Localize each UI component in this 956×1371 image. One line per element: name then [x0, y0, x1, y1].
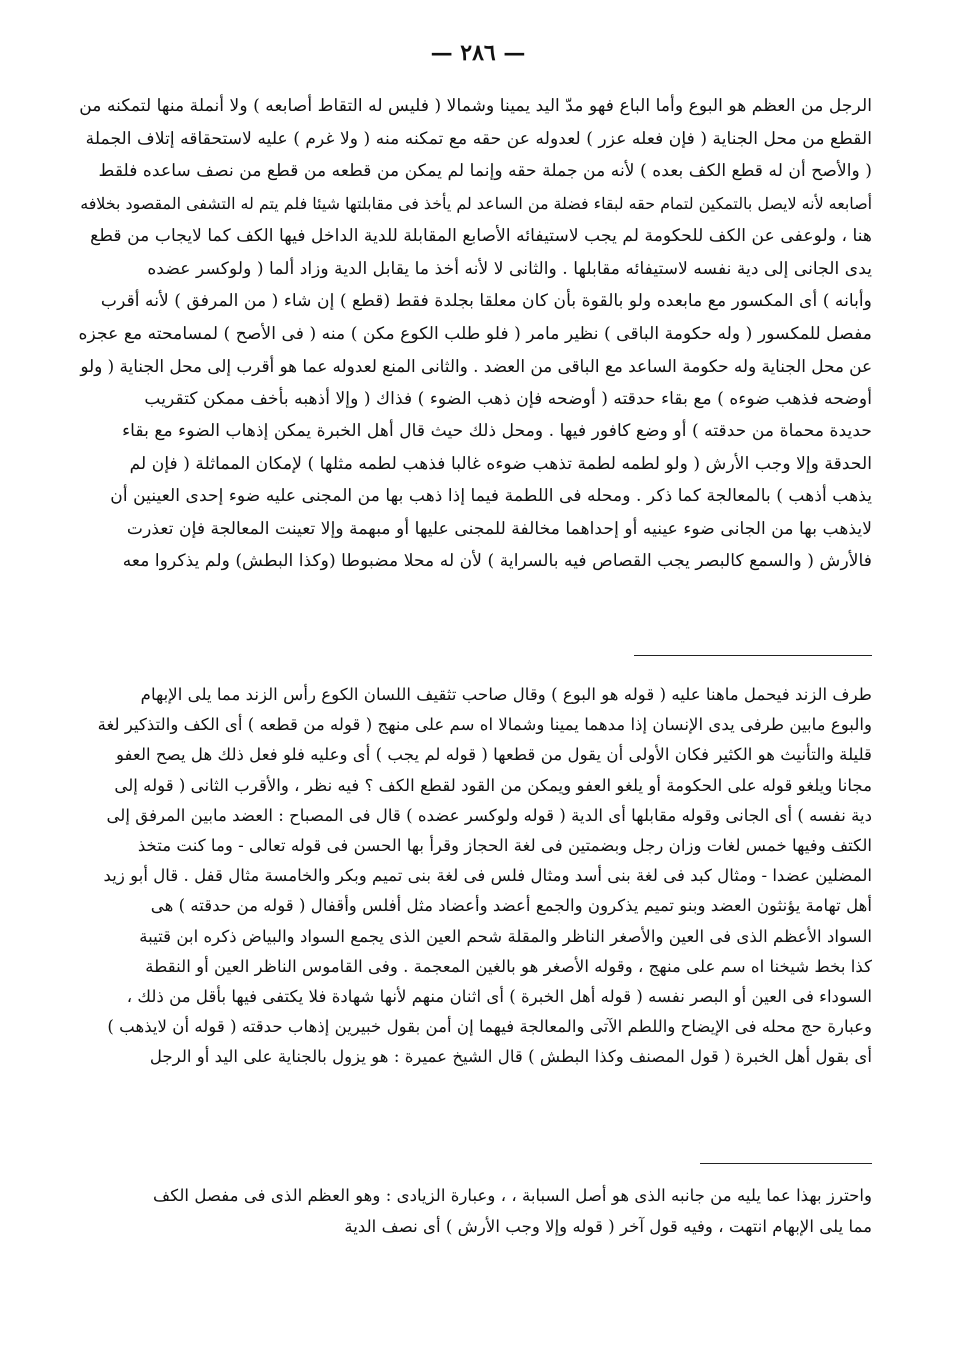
main-line: عن محل الجناية وله حكومة الساعد مع الباقى من العضد . والثانى المنع لعدوله عما هو أقرب إلى محل الجناية ( ولو — [80, 356, 872, 376]
main-line: فالأرش ( والسمع كالبصر يجب القصاص فيه بالسراية ) لأن له محلا مضبوطا (وكذا البطش) ولم يذكروا معه — [122, 551, 872, 571]
commentary-line: قليلة والتأنيث هو الكثير فكان الأولى أن يقول من قطعها ( قوله لم يجب ) أى وعليه فلو فعل ذلك هل يصح العفو — [115, 745, 872, 765]
main-line: يذهب أذهب ) بالمعالجة كما ذكر . ومحله فى اللطمة فيما إذا ذهب بها من المجنى عليه ضوء إحدى العينين أن — [110, 486, 872, 506]
main-line: يدى الجانى إلى دية نفسه لاستيفائه مقابلها . والثانى لا لأنه أخذ ما يقابل الدية وزاد ألما ( ولوكسر عضده — [147, 258, 872, 279]
commentary-line: طرف الزند فيحمل ماهنا عليه ( قوله هو البوع ) وقال صاحب تثقيف اللسان الكوع رأس الزند مما يلى الإبهام — [140, 685, 872, 704]
commentary-line: دية نفسه ) أى الجانى وقوله مقابلها أى الدية ( قوله ولوكسر عضده ) قال فى المصباح : العضد مابين المرفق إلى — [106, 805, 872, 825]
commentary-line: المضلين عضدا - ومثال كبد فى لغة بنى أسد ومثال فلس فى لغة بنى تميم وبكر والخامسة مثال قفل . قال أبو زيد — [103, 866, 872, 886]
main-line: أصابعه لأنه لايصل بالتمكين لتمام حقه لبقاء فضلة من الساعد لم يأخذ فى مقابلتها شيئا فلم يتم له التشفى المقصود بخلافه — [80, 193, 872, 213]
commentary-line: واحترز بهذا عما يليه من جانبه الذى هو أصل السبابة ، ، وعبارة الزيادى : وهو العظم الذى فى مفصل الكف — [153, 1186, 872, 1205]
commentary-line: كذا بخط شيخنا اه سم على منهج ، وقوله الأصغر هو بالغين المعجمة . وفى القاموس الناظر العين أو النقطة — [145, 956, 872, 976]
main-line: القطع من محل الجناية ( فإن فعله عزر ) لعدوله عن حقه مع تمكنه منه ( ولا غرم ) عليه لاستحقاقه إتلاف الجملة — [85, 128, 872, 149]
commentary-line: أى بقول أهل الخبرة ( قول المصنف وكذا البطش ) قال الشيخ عميرة : هو يزول بالجناية على اليد أو الرجل — [149, 1047, 872, 1067]
second-commentary-block — [76, 1180, 872, 1242]
commentary-line: الكتف وفيها خمس لغات وزان رجل وبضمتين فى لغة الحجاز وقرأ بها الحسن فى قوله تعالى - وما كنت متخذ — [137, 835, 872, 855]
main-line: مفصل للمكسور ( وله حكومة الباقى ) نظير مامر ( فلو طلب الكوع مكن ) منه ( فى الأصح ) لمسامحته مع عجزه — [78, 323, 872, 344]
commentary-line: وعبارة حج محله فى الإيضاح واللطم الآتى والمعالجة فيهما إن أمن بقول خبيرين إذهاب حدقته ( قوله أن لايذهب ) — [107, 1017, 872, 1037]
footnote-divider — [700, 1163, 872, 1164]
commentary-line: أهل تهامة يؤنثون العضد وبنو تميم يذكرون والجمع أعضد وأعضاد مثل أفلس وأقفال ( قوله من حدقته ) هى — [150, 896, 872, 916]
commentary-line: السواد الأعظم الذى فى العين والأصغر الناظر والمقلة شحم العين الذى يجمع السواد والبياض ذكره ابن قتيبة — [139, 926, 872, 946]
footnote-divider — [634, 655, 872, 656]
main-line: وأبانه ) أى المكسور مع مابعده ولو بالقوة بأن كان معلقا بجلدة فقط (قطع ) إن شاء ( من المرفق ) لأنه أقرب — [100, 291, 872, 311]
main-line: الرجل من العظم هو البوع وأما الباع فهو مدّ اليد يمينا وشمالا ( فليس له التقاط أصابعه ) ولا أنملة منها لتمكنه من — [79, 96, 872, 116]
commentary-line: السوداء فى العين أو البصر نفسه ( قوله أهل الخبرة ) أى اثنان منهم لأنها شهادة فلا يكتفى فيها بأقل من ذلك ، — [126, 986, 872, 1006]
main-line: لايذهب بها من الجانى ضوء عينيه أو إحداهما مخالفة للمجنى عليها أو مبهمة وإلا تعينت المعالجة فإن تعذرت — [126, 518, 872, 539]
main-text — [76, 90, 872, 578]
commentary-line: مما يلى الإبهام انتهت ، وفيه قول آخر ( قوله وإلا وجب الأرش ) أى نصف الدية — [344, 1217, 872, 1236]
main-line: الحدقة وإلا وجب الأرش ( ولو لطمه لطمة تذهب ضوءه غالبا فذهب لطمه مثلها ) لإمكان المماثلة ( فإن لم — [129, 453, 872, 474]
commentary-line: والبوع مابين طرفى يدى الإنسان إذا مدهما يمينا وشمالا اه سم على منهج ( قوله من قطعه ) أى الكف والتذكير لغة — [97, 715, 872, 735]
main-line: هنا ، ولوعفى عن الكف للحكومة لم يجب لاستيفائه الأصابع المقابلة للدية الداخل فيها الكف كما لايجاب من قطع — [90, 226, 872, 246]
main-line: حديدة محماة من حدقته ) أو وضع كافور فيها . ومحل ذلك حيث قال أهل الخبرة يمكن إذهاب الضوء مع بقاء — [122, 421, 872, 441]
main-line: ( والأصح أن له قطع الكف بعده ) لأنه من جملة حقه وإنما لم يمكن من قطعه من قطع من نصف ساعده فلقط — [98, 161, 872, 181]
commentary-line: مجانا ويلغو قوله على الحكومة أو يلغو العفو ويمكن من القود لقطع الكف ؟ فيه نظر ، والأقرب الثانى ( قوله إلى — [114, 775, 872, 795]
main-line: أوضحه فذهب ضوءه ) مع بقاء حدقته ( أوضحه فإن ذهب الضوء ) فذاك ( وإلا أذهبه بأخف ممكن كتقريب — [144, 388, 872, 409]
page-number: — ٢٨٦ — — [430, 40, 526, 66]
commentary-block — [76, 680, 872, 1072]
